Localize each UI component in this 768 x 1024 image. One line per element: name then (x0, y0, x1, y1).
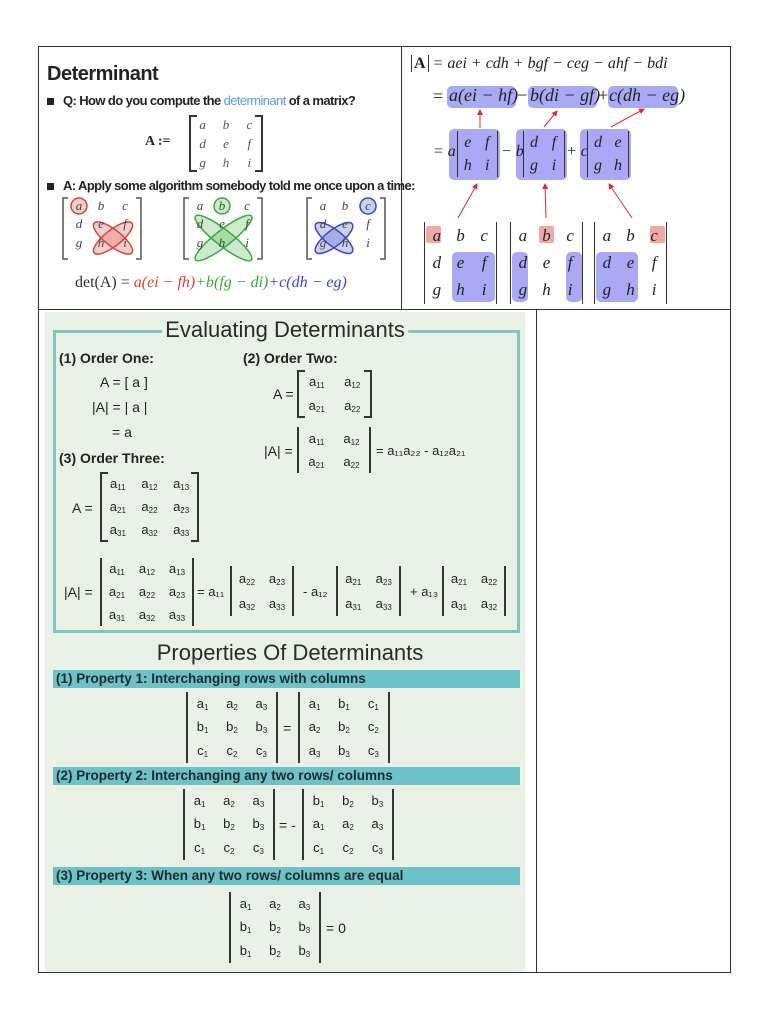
det-3x3 (186, 692, 278, 763)
matrix-cell: d (602, 252, 612, 272)
matrix-cell: i (245, 235, 249, 250)
arrow (545, 184, 546, 218)
matrix-cell: $b_3$ (338, 743, 350, 760)
matrix-cell: $a_2$ (308, 719, 321, 736)
matrix-cell: h (97, 235, 105, 250)
arrow (609, 184, 632, 218)
matrix-cell: $b_1$ (239, 919, 252, 936)
matrix-3x3 (100, 472, 199, 542)
matrix-cell: $c_3$ (252, 840, 264, 857)
matrix-cell: $a_{31}$ (108, 606, 126, 623)
matrix-cell: $c_3$ (367, 743, 379, 760)
matrix-2x2 (297, 370, 372, 418)
matrix-cell: g (594, 156, 602, 174)
matrix-cell: i (485, 156, 490, 174)
matrix-cell: $a_{12}$ (344, 374, 361, 390)
matrix-cell: c (566, 225, 574, 245)
matrix-cell: $b_1$ (196, 719, 209, 736)
matrix-cell: h (614, 156, 622, 174)
det-3x3 (229, 892, 321, 963)
formula: A = (72, 500, 93, 516)
matrix-cell: d (530, 133, 538, 151)
matrix-cell: i (551, 156, 557, 174)
matrix-cell: b (222, 116, 230, 132)
expansion-line-1: A = aei + cdh + bgf − ceg − ahf − bdi (411, 55, 668, 73)
matrix-cell: $a_{23}$ (375, 570, 392, 587)
matrix-cell: i (481, 280, 487, 300)
order-one-heading: (1) Order One: (59, 350, 154, 366)
matrix-cell: $b_2$ (338, 719, 350, 736)
matrix-cell: i (567, 280, 573, 300)
matrix-cell: $a_1$ (308, 695, 321, 712)
matrix-cell: f (366, 216, 370, 231)
matrix-cell: $c_1$ (313, 840, 325, 857)
matrix-cell: $b_1$ (193, 816, 206, 833)
matrix-cell: $a_1$ (239, 895, 252, 912)
matrix-cell: $a_{33}$ (173, 522, 190, 539)
matrix-cell: c (480, 225, 488, 245)
matrix-cell: b (218, 198, 226, 213)
matrix-cell: $a_3$ (252, 792, 265, 809)
matrix-cell: h (626, 280, 635, 300)
question-line: Q: How do you compute the determinant of a matrix? (47, 93, 355, 108)
matrix-cell: $b_2$ (269, 943, 281, 960)
matrix-cell: h (218, 235, 226, 250)
formula: = a₁₁a₂₂ - a₁₂a₂₁ (376, 443, 466, 458)
matrix-cell: $b_2$ (269, 919, 281, 936)
matrix-cell: g (518, 280, 528, 300)
matrix-cell: c (650, 225, 658, 245)
term: a(ei − hf) (449, 85, 519, 105)
matrix-cell: g (75, 235, 83, 250)
matrix-cell: $b_3$ (298, 919, 311, 936)
term: b(di − gf) (530, 85, 601, 105)
matrix-cell: f (567, 252, 573, 272)
matrix-cell: e (342, 216, 348, 231)
minor-2x2 (336, 566, 401, 616)
operator: − (517, 85, 528, 105)
matrix-cell: $a_{13}$ (168, 561, 186, 578)
arrow (544, 111, 557, 127)
matrix-cell: a (319, 198, 327, 213)
equals-sign: = (433, 86, 444, 106)
term: + c (566, 143, 588, 160)
matrix-cell: g (199, 154, 206, 170)
matrix-cell: g (530, 156, 538, 174)
matrix-cell: $a_{22}$ (480, 570, 498, 587)
matrix-cell: $a_{11}$ (308, 430, 325, 447)
matrix-cell: a (199, 116, 206, 132)
matrix-cell: e (464, 133, 472, 151)
table-divider (536, 310, 537, 973)
matrix-cell: $c_2$ (367, 719, 379, 736)
matrix-cell: b (341, 198, 349, 213)
matrix-cell: a (518, 225, 528, 245)
matrix-cell: $a_{12}$ (343, 430, 360, 447)
operator: = - (279, 817, 296, 833)
matrix-cell: a (432, 225, 442, 245)
formula: + a₁₃ (410, 584, 439, 599)
matrix-cell: g (432, 280, 442, 300)
matrix-cell: $a_{33}$ (168, 606, 186, 623)
matrix-cell: $a_{21}$ (308, 453, 325, 470)
matrix-cell: $c_2$ (342, 840, 354, 857)
matrix-cell: $a_{21}$ (108, 583, 126, 600)
section-title: Properties Of Determinants (156, 640, 424, 665)
matrix-cell: $a_{32}$ (141, 522, 158, 539)
matrix-cell: e (542, 252, 551, 272)
matrix-cell: c (246, 116, 253, 132)
matrix-cell: $a_{22}$ (238, 570, 256, 587)
matrix-cell: $a_{33}$ (375, 595, 392, 612)
matrix-cell: $b_3$ (255, 719, 268, 736)
det-3x3 (183, 789, 275, 860)
matrix-cell: g (319, 235, 327, 250)
matrix-cell: $a_3$ (371, 816, 384, 833)
matrix-cell: b (626, 225, 635, 245)
matrix-cell: h (463, 156, 472, 174)
term: c(dh − eg) (609, 85, 686, 105)
matrix-cell: h (456, 280, 465, 300)
matrix-cell: g (602, 280, 612, 300)
matrix-cell: $a_{11}$ (109, 561, 125, 578)
operator: = (283, 720, 292, 736)
matrix-cell: $a_{12}$ (141, 475, 158, 492)
matrix-cell: $a_{22}$ (141, 498, 158, 515)
matrix-cell: $a_{23}$ (268, 570, 286, 587)
formula: A = [ a ] (100, 374, 148, 390)
matrix-cell: $a_{22}$ (344, 398, 361, 414)
matrix-cell: c (122, 198, 128, 213)
matrix-cell: i (123, 235, 127, 250)
matrix-cell: $a_{23}$ (168, 583, 186, 600)
matrix-cell: d (594, 133, 602, 151)
matrix-cell: $a_{21}$ (308, 398, 325, 414)
matrix-cell: $c_2$ (226, 743, 238, 760)
formula: |A| = (64, 584, 93, 600)
term: − b (501, 143, 524, 160)
matrix-cell: a (75, 198, 83, 213)
matrix-cell: d (75, 216, 83, 231)
matrix-cell: f (245, 216, 249, 231)
matrix-cell: a (196, 198, 204, 213)
matrix-cell: $a_3$ (298, 895, 311, 912)
matrix-cell: h (341, 235, 349, 250)
matrix-cell: e (219, 216, 225, 231)
property-1-heading: (1) Property 1: Interchanging rows with columns (53, 670, 520, 688)
det-formula: det(A) = a(ei − fh)+b(fg − di)+c(dh − eg) (75, 274, 347, 291)
matrix-cell: $b_1$ (312, 792, 325, 809)
arrow (611, 109, 644, 127)
det-3x3 (100, 558, 194, 626)
arrow (458, 184, 477, 218)
det-3x3 (302, 789, 394, 860)
det-2x2 (297, 427, 371, 473)
formula: A = (273, 386, 294, 402)
matrix-cell: $a_{33}$ (268, 595, 286, 612)
matrix-cell: $a_2$ (223, 792, 235, 809)
slide-title: Determinant (47, 63, 159, 85)
minor-2x2 (442, 566, 506, 616)
matrix-cell: $a_2$ (269, 895, 281, 912)
matrix-cell: e (98, 216, 104, 231)
order-two-heading: (2) Order Two: (243, 350, 338, 366)
matrix-cell: $a_{22}$ (138, 583, 156, 600)
term: = a (433, 143, 456, 160)
matrix-cell: $a_{21}$ (450, 570, 468, 587)
matrix-cell: $b_3$ (252, 816, 265, 833)
matrix-cell: f (247, 135, 252, 151)
matrix-cell: $c_1$ (197, 743, 209, 760)
matrix-cell: $a_{13}$ (173, 475, 190, 492)
formula: |A| = | a | (92, 399, 148, 415)
matrix-cell: i (651, 280, 657, 300)
matrix-cell: c (244, 198, 250, 213)
arrows (0, 0, 768, 320)
matrix-cell: $a_{32}$ (480, 595, 498, 612)
matrix-cell: $a_2$ (226, 695, 238, 712)
matrix-cell: $b_2$ (226, 719, 238, 736)
matrix-cell: f (485, 133, 490, 151)
matrix-cell: $a_{11}$ (110, 475, 126, 492)
matrix-cell: e (626, 252, 635, 272)
matrix-cell: $a_{31}$ (109, 522, 126, 539)
matrix-cell: $a_2$ (342, 816, 354, 833)
matrix-cell: $a_{22}$ (343, 453, 360, 470)
matrix-cell: $a_1$ (312, 816, 325, 833)
matrix-cell: a (602, 225, 612, 245)
matrix-cell: $a_{32}$ (138, 606, 156, 623)
matrix-cell: $a_3$ (255, 695, 268, 712)
matrix-cell: $b_1$ (239, 943, 252, 960)
matrix-cell: $a_{31}$ (450, 595, 468, 612)
matrix-cell: $c_1$ (367, 695, 379, 712)
matrix-cell: b (456, 225, 465, 245)
matrix-cell: d (432, 252, 442, 272)
matrix-cell: e (614, 133, 622, 151)
matrix-cell: $a_{11}$ (308, 374, 325, 390)
matrix-cell: $b_3$ (371, 792, 384, 809)
matrix-cell: c (365, 198, 371, 213)
matrix-cell: b (97, 198, 105, 213)
matrix-cell: $b_1$ (338, 695, 350, 712)
matrix-cell: $a_{21}$ (345, 570, 362, 587)
matrix-cell: $a_{23}$ (173, 498, 190, 515)
property-2-heading: (2) Property 2: Interchanging any two rows/ columns (53, 767, 520, 785)
matrix-cell: d (518, 252, 528, 272)
matrix-cell: $c_3$ (371, 840, 383, 857)
answer-line: A: Apply some algorithm somebody told me once upon a time: (47, 178, 415, 193)
matrix-cell: $a_1$ (193, 792, 206, 809)
matrix-cell: $b_2$ (223, 816, 235, 833)
matrix-cell: $c_2$ (223, 840, 235, 857)
formula: |A| = (264, 443, 293, 459)
matrix-cell: i (247, 154, 252, 170)
matrix-cell: $c_1$ (194, 840, 206, 857)
matrix-cell: $a_{31}$ (345, 595, 362, 612)
minor-2x2 (230, 566, 294, 616)
matrix-cell: $b_2$ (342, 792, 354, 809)
matrix-cell: f (551, 133, 557, 151)
matrix-cell: d (196, 216, 204, 231)
matrix-cell: d (319, 216, 327, 231)
matrix-cell: b (542, 225, 551, 245)
formula: = a₁₁ (197, 584, 225, 599)
formula: - a₁₂ (303, 584, 328, 599)
matrix-cell: $b_3$ (298, 943, 311, 960)
matrix-cell: $a_{21}$ (109, 498, 126, 515)
matrix-cell: d (199, 135, 206, 151)
matrix-cell: f (481, 252, 487, 272)
matrix-cell: $a_1$ (196, 695, 209, 712)
matrix-cell: $a_{12}$ (138, 561, 156, 578)
matrix-cell: f (651, 252, 657, 272)
matrix-cell: f (123, 216, 127, 231)
matrix-cell: h (222, 154, 230, 170)
order-three-heading: (3) Order Three: (59, 450, 165, 466)
matrix-cell: e (456, 252, 465, 272)
formula: = a (112, 424, 132, 440)
property-3-heading: (3) Property 3: When any two rows/ columns are equal (53, 867, 520, 885)
matrix-cell: h (542, 280, 551, 300)
operator: = 0 (326, 920, 346, 936)
matrix-cell: $a_{32}$ (238, 595, 256, 612)
det-3x3 (298, 692, 390, 763)
matrix-cell: i (366, 235, 370, 250)
matrix-cell: $c_3$ (255, 743, 267, 760)
operator: + (598, 85, 609, 105)
matrix-label: A := (145, 134, 171, 149)
matrix-cell: g (196, 235, 204, 250)
matrix-cell: e (223, 135, 229, 151)
matrix-cell: $a_3$ (308, 743, 321, 760)
section-title: Evaluating Determinants (162, 317, 408, 343)
